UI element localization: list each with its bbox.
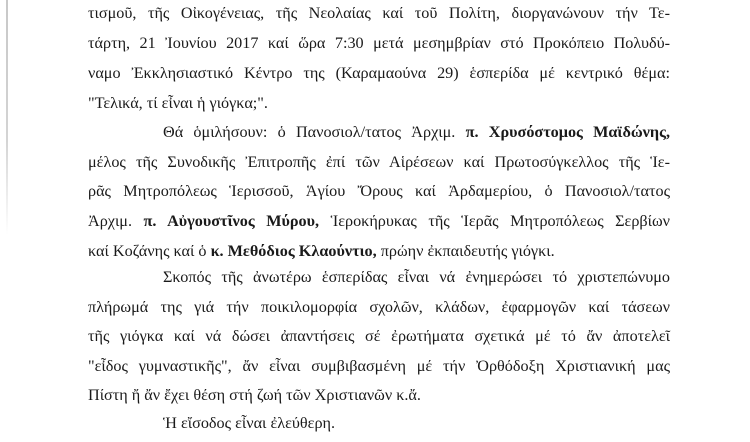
paragraph-1-line-2: τάρτη, 21 Ἰουνίου 2017 καί ὥρα 7:30 μετά μεσημβρίαν στό Προκόπειο Πολυδύ- — [88, 34, 670, 52]
paragraph-3-line-5: Πίστη ἤ ἄν ἔχει θέση στή ζωή τῶν Χριστιανῶν κ.ἄ. — [88, 386, 421, 404]
free-entrance-note: Ἡ εἴσοδος εἶναι ἐλεύθερη. — [163, 414, 336, 432]
paragraph-3-line-4: "εἶδος γυμναστικῆς", ἄν εἶναι συμβιβασμένη μέ τήν Ὀρθόδοξη Χριστιανική μας — [88, 357, 670, 375]
paragraph-3-line-3: τῆς γιόγκα καί νά δώσει ἀπαντήσεις σέ ἐρωτήματα σχετικά μέ τό ἄν ἀποτελεῖ — [88, 327, 670, 345]
paragraph-1-line-3: ναμο Ἐκκλησιαστικό Κέντρο της (Καραμαούνα 29) ἑσπερίδα μέ κεντρικό θέμα: — [88, 64, 670, 82]
speaker-1-name: π. Χρυσόστομος Μαϊδώνης, — [465, 123, 670, 141]
speaker-3-role: πρώην ἐκπαιδευτής γιόγκι. — [376, 242, 555, 260]
paragraph-1-line-1: τισμοῦ, τῆς Οἰκογένειας, τῆς Νεολαίας καί τοῦ Πολίτη, διοργανώνουν τήν Τε- — [88, 4, 670, 22]
speaker-3-name: κ. Μεθόδιος Κλαούντιο, — [210, 242, 377, 260]
speaker-2-name: π. Αὐγουστῖνος Μύρου, — [143, 212, 320, 230]
speaker-3-intro: καί Κοζάνης καί ὁ — [88, 242, 211, 260]
paragraph-2-line-2: μέλος τῆς Συνοδικῆς Ἐπιτροπῆς ἐπί τῶν Αἱρέσεων καί Πρωτοσύγκελλος τῆς Ἱε- — [88, 153, 670, 171]
paragraph-2-line-1 — [88, 121, 670, 151]
paragraph-3-line-2: πλήρωμά της γιά τήν ποικιλομορφία σχολῶν, κλάδων, ἐφαρμογῶν καί τάσεων — [88, 298, 670, 316]
speaker-2-role: Ἱεροκήρυκας τῆς Ἱερᾶς Μητροπόλεως Σερβίων — [319, 212, 670, 230]
paragraph-2-line-4 — [88, 210, 670, 240]
scan-page-edge — [6, 0, 8, 235]
paragraph-1-line-4: "Τελικά, τί εἶναι ἡ γιόγκα;". — [88, 94, 268, 112]
paragraph-3-line-1: Σκοπός τῆς ἀνωτέρω ἑσπερίδας εἶναι νά ἐνημερώσει τό χριστεπώνυμο — [163, 268, 670, 286]
paragraph-2-line-3: ρᾶς Μητροπόλεως Ἱερισσοῦ, Ἁγίου Ὄρους καί Ἀρδαμερίου, ὁ Πανοσιολ/τατος — [88, 182, 670, 200]
speakers-intro: Θά ὁμιλήσουν: ὁ Πανοσιολ/τατος Ἀρχιμ. — [163, 123, 466, 141]
speaker-2-title: Ἀρχιμ. — [88, 212, 144, 230]
